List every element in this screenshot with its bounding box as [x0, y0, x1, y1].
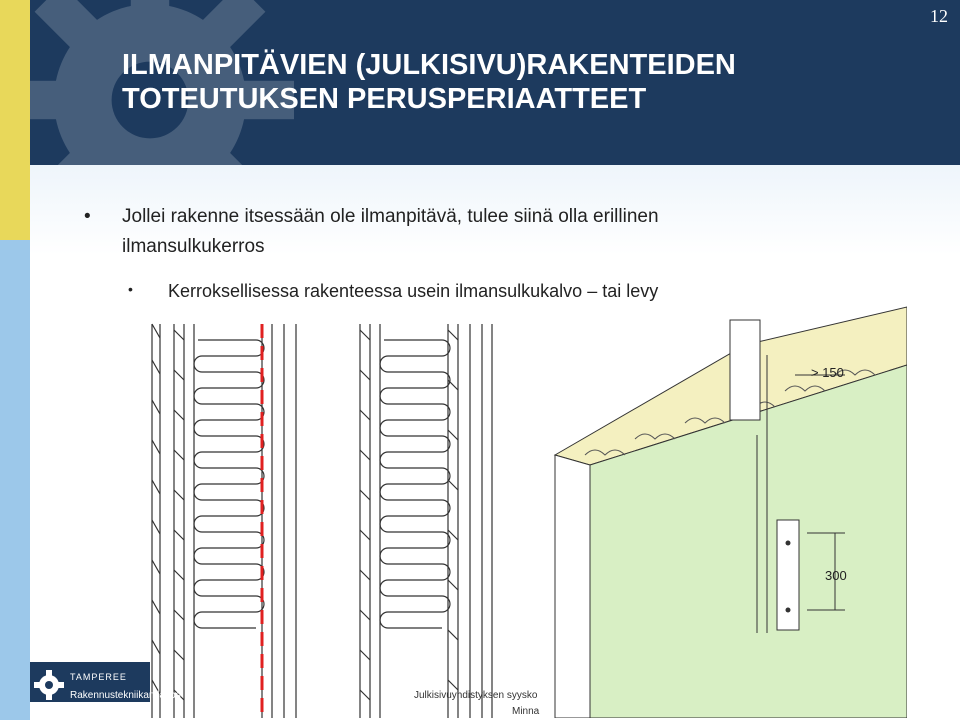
title-line-2: TOTEUTUKSEN PERUSPERIAATTEET: [122, 83, 647, 115]
bullet-2-text: Kerroksellisessa rakenteessa usein ilmansulkukalvo – tai levy: [168, 281, 659, 301]
university-gear-logo-icon: [32, 668, 66, 702]
bullet-1-text: Jollei rakenne itsessään ole ilmanpitävä, tulee siinä olla erillinen ilmansulkukerros: [122, 206, 659, 257]
footer-event: Julkisivuyhdistyksen syysko: [414, 690, 538, 701]
title-line-1: ILMANPITÄVIEN (JULKISIVU)RAKENTEIDEN: [122, 49, 736, 81]
left-accent-strip: [0, 0, 30, 720]
dimension-label-side: 300: [825, 568, 847, 583]
page-number: 12: [930, 6, 948, 26]
footer-department: Rakennustekniikan laitos: [70, 690, 181, 701]
wall-section-drawing: [112, 320, 548, 718]
slide-title: [122, 48, 736, 116]
dimension-label-top: > 150: [811, 365, 844, 380]
bullet-2-marker: •: [128, 281, 133, 297]
footer-university-name: TAMPEREE: [70, 672, 127, 682]
air-barrier-3d-drawing: [545, 305, 907, 718]
footer-author: Minna: [512, 706, 540, 717]
bullet-1-marker: •: [84, 206, 91, 227]
